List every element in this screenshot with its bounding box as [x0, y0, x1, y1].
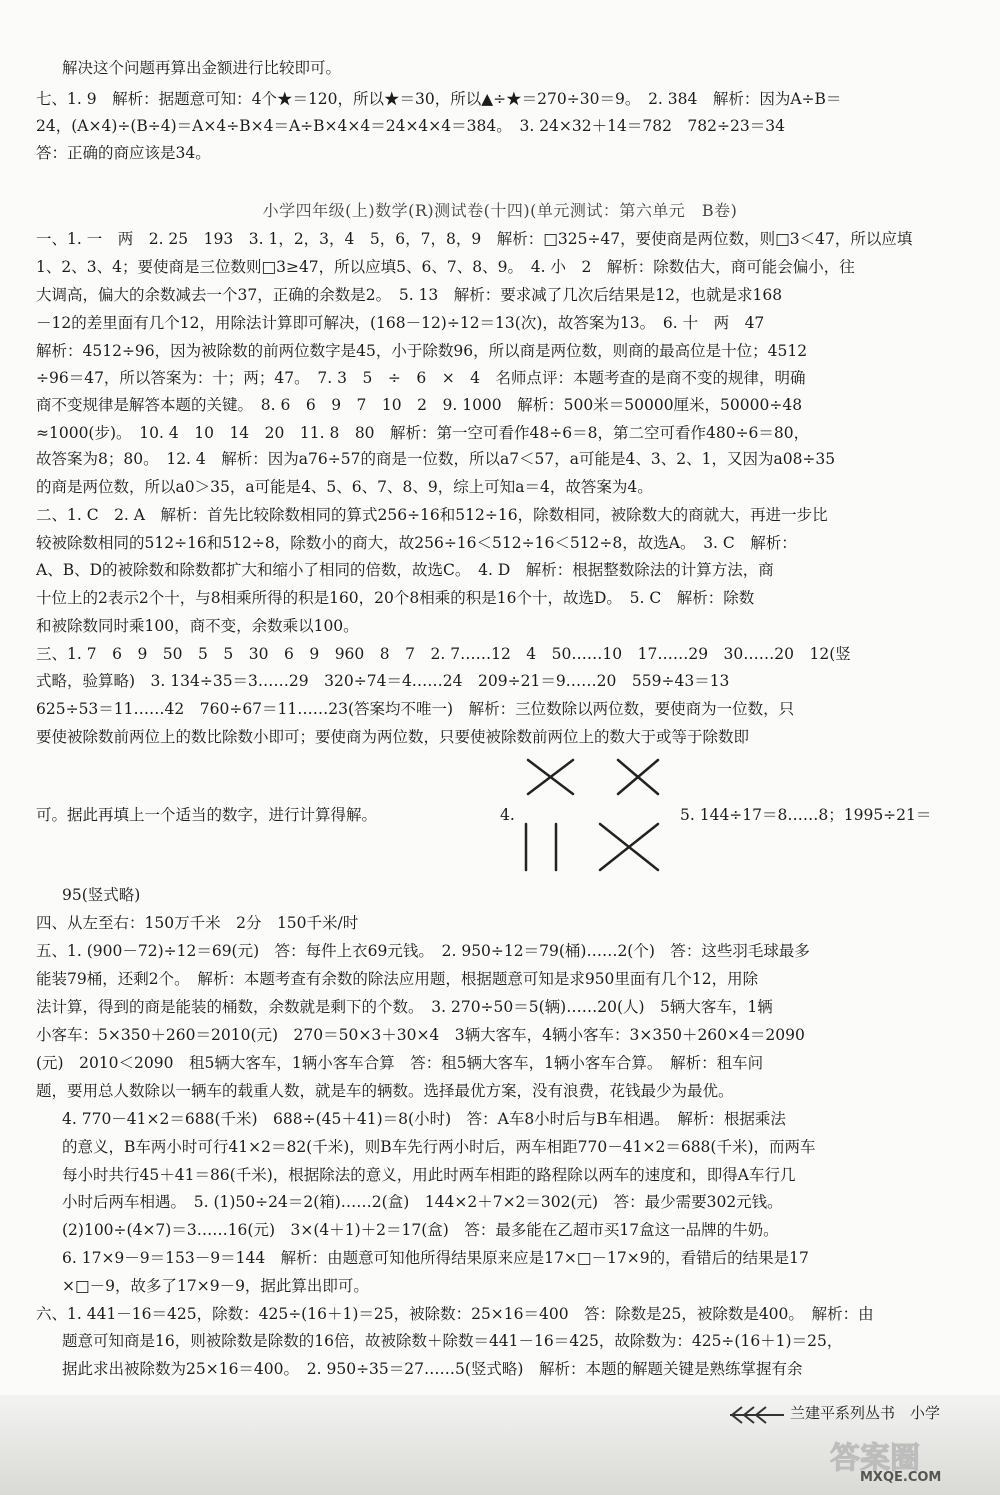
text-line: 解析：4512÷96，因为被除数的前两位数字是45，小于除数96，所以商是两位数，则商的最高位是十位；4512: [36, 342, 808, 360]
text-line: 题，要用总人数除以一辆车的载重人数，就是车的辆数。选择最优方案，没有浪费，花钱最少为最优。: [36, 1082, 734, 1100]
text-line: ×□－9，故多了17×9－9，据此算出即可。: [62, 1277, 369, 1295]
text-line: 95(竖式略): [62, 886, 141, 904]
text-line: 五、1. (900－72)÷12＝69(元) 答：每件上衣69元钱。 2. 950÷12＝79(桶)……2(个) 答：这些羽毛球最多: [36, 942, 810, 960]
svg-text:答案圈: 答案圈: [830, 1441, 920, 1476]
text-line: 法计算，得到的商是能装的桶数，余数就是剩下的个数。 3. 270÷50＝5(辆)……20(人) 5辆大客车，1辆: [36, 998, 773, 1016]
text-line: 七、1. 9 解析：据题意可知：4个★＝120，所以★＝30，所以▲÷★＝270÷30＝9。 2. 384 解析：因为A÷B＝: [36, 90, 842, 108]
text-line: 六、1. 441－16＝425，除数：425÷(16＋1)＝25，被除数：25×16＝400 答：除数是25，被除数是400。 解析：由: [36, 1305, 874, 1323]
q4-label: 4.: [500, 806, 515, 824]
text-line: 题意可知商是16，则被除数是除数的16倍，故被除数＋除数＝441－16＝425，故除数为：425÷(16＋1)＝25，: [62, 1332, 843, 1350]
watermark-url: MXQE.COM: [860, 1470, 942, 1485]
text-line: 的商是两位数，所以a0＞35，a可能是4、5、6、7、8、9，综上可知a＝4，故答案为4。: [36, 478, 653, 496]
text-line: 十位上的2表示2个十，与8相乘所得的积是160，20个8相乘的积是16个十，故选D。 5. C 解析：除数: [36, 589, 755, 607]
text-line: 625÷53＝11……42 760÷67＝11……23(答案均不唯一) 解析：三位数除以两位数，要使商为一位数，只: [36, 700, 795, 718]
text-line: 据此求出被除数为25×16＝400。 2. 950÷35＝27……5(竖式略) 解析：本题的解题关键是熟练掌握有余: [62, 1360, 803, 1378]
arrow-left-icon: [728, 1404, 786, 1426]
text-line: 1、2、3、4；要使商是三位数则□3≥47，所以应填5、6、7、8、9。 4. 小 2 解析：除数估大，商可能会偏小，往: [36, 258, 855, 276]
text-line: 故答案为8；80。 12. 4 解析：因为a76÷57的商是一位数，所以a7＜57，a可能是4、3、2、1，又因为a08÷35: [36, 450, 836, 468]
text-line: 大调高，偏大的余数减去一个37，正确的余数是2。 5. 13 解析：要求减了几次后结果是12，也就是求168: [36, 286, 783, 304]
text-line: 式略，验算略) 3. 134÷35＝3……29 320÷74＝4……24 209÷21＝9……20 559÷43＝13: [36, 672, 730, 690]
text-line: (元) 2010＜2090 租5辆大客车，1辆小客车合算 答：租5辆大客车，1辆小客车合算。 解析：租车问: [36, 1054, 764, 1072]
text-line: 一、1. 一 两 2. 25 193 3. 1，2，3，4 5，6，7，8，9 解析：□325÷47，要使商是两位数，则□3＜47，所以应填: [36, 230, 913, 248]
text-line: 答：正确的商应该是34。: [36, 144, 211, 162]
text-line: 四、从左至右：150万千米 2分 150千米/时: [36, 914, 359, 932]
text-line: 能装79桶，还剩2个。 解析：本题考查有余数的除法应用题，根据题意可知是求950里面有几个12，用除: [36, 970, 759, 988]
text-line: (2)100÷(4×7)＝3……16(元) 3×(4＋1)＋2＝17(盒) 答：最多能在乙超市买17盒这一品牌的牛奶。: [62, 1221, 779, 1239]
text-line: A、B、D的被除数和除数都扩大和缩小了相同的倍数，故选C。 4. D 解析：根据整数除法的计算方法，商: [36, 561, 774, 579]
text-line: 商不变规律是解答本题的关键。 8. 6 6 9 7 10 2 9. 1000 解析：500米＝50000厘米，50000÷48: [36, 396, 803, 414]
matching-lines-figure: [518, 752, 668, 882]
text-line: 可。据此再填上一个适当的数字，进行计算得解。: [36, 806, 378, 824]
text-line: 4. 770－41×2＝688(千米) 688÷(45＋41)＝8(小时) 答：A车8小时后与B车相遇。 解析：根据乘法: [62, 1110, 786, 1128]
text-line: 较被除数相同的512÷16和512÷8，除数小的商大，故256÷16＜512÷16＜512÷8，故选A。 3. C 解析：: [36, 534, 797, 552]
text-line: 24，(A×4)÷(B÷4)＝A×4÷B×4＝A÷B×4×4＝24×4×4＝384。 3. 24×32＋14＝782 782÷23＝34: [36, 117, 785, 135]
text-line: 要使被除数前两位上的数比除数小即可；要使商为两位数，只要使被除数前两位上的数大于或等于除数即: [36, 728, 750, 746]
text-line: 和被除数同时乘100，商不变，余数乘以100。: [36, 617, 359, 635]
section-title: 小学四年级(上)数学(R)测试卷(十四)(单元测试：第六单元 B卷): [262, 201, 738, 220]
footer-series-label: 兰建平系列丛书 小学: [790, 1404, 941, 1422]
text-line: 5. 144÷17＝8……8；1995÷21＝: [680, 806, 932, 824]
text-line: ≈1000(步)。 10. 4 10 14 20 11. 8 80 解析：第一空可看作48÷6＝8，第二空可看作480÷6＝80，: [36, 424, 810, 442]
text-line: 小客车：5×350＋260＝2010(元) 270＝50×3＋30×4 3辆大客车，4辆小客车：3×350＋260×4＝2090: [36, 1026, 805, 1044]
text-line: 三、1. 7 6 9 50 5 5 30 6 9 960 8 7 2. 7……12 4 50……10 17……29 30……20 12(竖: [36, 645, 851, 663]
text-line: 的意义，B车两小时可行41×2＝82(千米)，则B车先行两小时后，两车相距770－41×2＝688(千米)，而两车: [62, 1138, 816, 1156]
text-line: 每小时共行45＋41＝86(千米)，根据除法的意义，用此时两车相距的路程除以两车的速度和，即得A车行几: [62, 1166, 796, 1184]
text-line: 小时后两车相遇。 5. (1)50÷24＝2(箱)……2(盒) 144×2＋7×2＝302(元) 答：最少需要302元钱。: [62, 1193, 783, 1211]
text-line: 二、1. C 2. A 解析：首先比较除数相同的算式256÷16和512÷16，除数相同，被除数大的商就大，再进一步比: [36, 506, 828, 524]
text-line: ÷96＝47，所以答案为：十；两；47。 7. 3 5 ÷ 6 × 4 名师点评：本题考查的是商不变的规律，明确: [36, 369, 806, 387]
text-line: 解决这个问题再算出金额进行比较即可。: [62, 59, 342, 77]
text-line: －12的差里面有几个12，用除法计算即可解决，(168－12)÷12＝13(次)，故答案为13。 6. 十 两 47: [36, 314, 765, 332]
text-line: 6. 17×9－9＝153－9＝144 解析：由题意可知他所得结果原来应是17×□－17×9的，看错后的结果是17: [62, 1249, 809, 1267]
